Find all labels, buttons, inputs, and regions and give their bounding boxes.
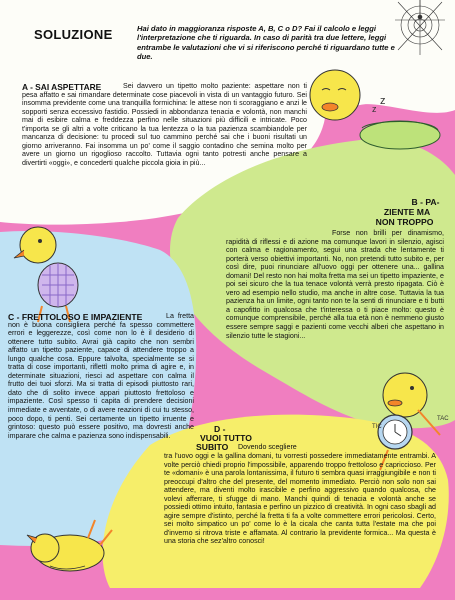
section-d-heading-line2: VUOI TUTTO — [200, 433, 252, 443]
section-c-heading: C - FRETTOLOSO E IMPAZIENTE — [8, 312, 143, 322]
section-a-heading: A - SAI ASPETTARE — [22, 82, 102, 92]
svg-text:TAC: TAC — [437, 416, 449, 422]
section-d-body: tra l'uovo oggi e la gallina domani, tu vorresti possedere immediatamente entrambi. A volte perciò chiedi proprio l'impossibile, apparendo troppo frettoloso e capriccioso. Per te «domani» è una parola lontanissima, il futuro ti sembra quasi irraggiungibile e non ti preoccupi d'altro che del presente, del momento immediato. Perciò non solo non sai attendere, ma diventi molto irascibile e perfino aggressivo quando qualcosa, che volevi afferrare, ti sfugge di mano. Manchi quindi di tenacia e volontà anche se possiedi ottimo intuito, fantasia e perfino un pizzico di creatività. In ogni caso sbagli ad agire sempre d'istinto, perché la fretta ti fa a volte commettere errori pericolosi. Certo, sei molto simpatico un po' come lo è la cicala che canta tutta l'estate ma che poi d'inverno si ritrova triste e affamata. Al contrario la previdente formica... Ma questa è una storia che sez'altro conosci! — [164, 452, 436, 546]
section-c-body: La fretta non è buona consigliera perché fa spesso commettere errori e leggerezze, così come non lo è il desiderio di ottenere tutto subito. Avrai già capito che non sembri affatto un tipetto paziente, capace di attendere troppo a lungo qualche cosa. Eppure talvolta, specialmente se si tratta di cose importanti, riflettì molto prima di agire e, in determinate situazioni, riesci ad aspettare con calma il frutto dei tuoi sforzi. Ma si tratta di episodi piuttosto rari, dato che di solito invece appari piuttosto frettoloso e impaziente. Così spesso ti capita di prendere decisioni immediate e avventate, o di avere reazioni di cui tu stesso, poco dopo, ti penti. Sei certamente un tipetto irruente e grintoso: questo può essere positivo, ma dovresti anche imparare che calma e pazienza sono indispensabili. — [8, 312, 194, 440]
section-b-heading-line2: ZIENTE MA — [383, 207, 431, 217]
section-a-body: Sei davvero un tipetto molto paziente: aspettare non ti pesa affatto e sai rimandare determinate cose piacevoli in vista di un vantaggio futuro. Sei insomma previdente come una tranquilla formichina: le attese non ti scoraggiano e anzi le sopporti senza eccessivo fastidio. Possiedi in abbondanza tenacia e volontà, non manchi mai di esibire calma e freddezza perfino nelle situazioni più difficili e intricate. Poco t'importa se gli altri a volte criticano la tua lentezza o la tua pazienza scambiandole per mancanza di decisione: tu procedi sul tuo cammino perché sai che i buoni risultati un giorno arriveranno. Fai insomma un po' come il saggio contadino che semina molto per avere un giorno un rigoglioso raccolto. Tuttavia ogni tanto potresti anche pensare a divertirti «oggi», e concederti qualche piccola gioia in più... — [22, 82, 307, 167]
page-title: SOLUZIONE — [34, 27, 113, 42]
svg-text:z: z — [372, 104, 377, 114]
section-b-heading-line3: NON TROPPO — [375, 217, 434, 227]
section-d-heading-line3: SUBITO — [196, 442, 229, 452]
intro-text: Hai dato in maggioranza risposte A, B, C o D? Fai il calcolo e leggi l'interpretazione che ti riguarda. In caso di parità tra due lettere, leggi entrambe le valutazioni che vi si riferiscono perché ti riguardano tutte e due. — [137, 24, 395, 61]
section-b-heading-line1: B - PA- — [411, 197, 440, 207]
section-d-heading-line1: D - — [214, 424, 226, 434]
svg-text:z: z — [380, 95, 386, 107]
svg-text:TIC: TIC — [372, 424, 382, 430]
section-b-body: Forse non brilli per dinamismo, rapidità di riflessi e di azione ma comunque lavori in silenzio, agisci con calma e ragionamento, segui una strada che lentamente ti porterà verso obiettivi importanti. No, non pretendi tutto subito e, per così dire, puoi rinunciare all'uovo oggi per ottenere una... gallina domani! Del resto non hai molta fretta ma sei un tipetto impaziente, e poi sei sicuro che la tua tenace volontà verrà presto ripagata. Ciò è vero ad esempio nello studio, ma anche in altre cose. Tuttavia la tua pazienza ha un limite, ogni tanto non te la senti di rinunciare e ti butti a capofitto in qualcosa che t'interessa o ti piace molto: questo è comunque comprensibile, perché alla tua età non è nemmeno giusto essere sempre saggi e pazienti come vecchi alberi che aspettano in silenzio tutte le stagioni... — [226, 229, 444, 340]
section-d-body-start: Dovendo scegliere — [238, 443, 297, 451]
